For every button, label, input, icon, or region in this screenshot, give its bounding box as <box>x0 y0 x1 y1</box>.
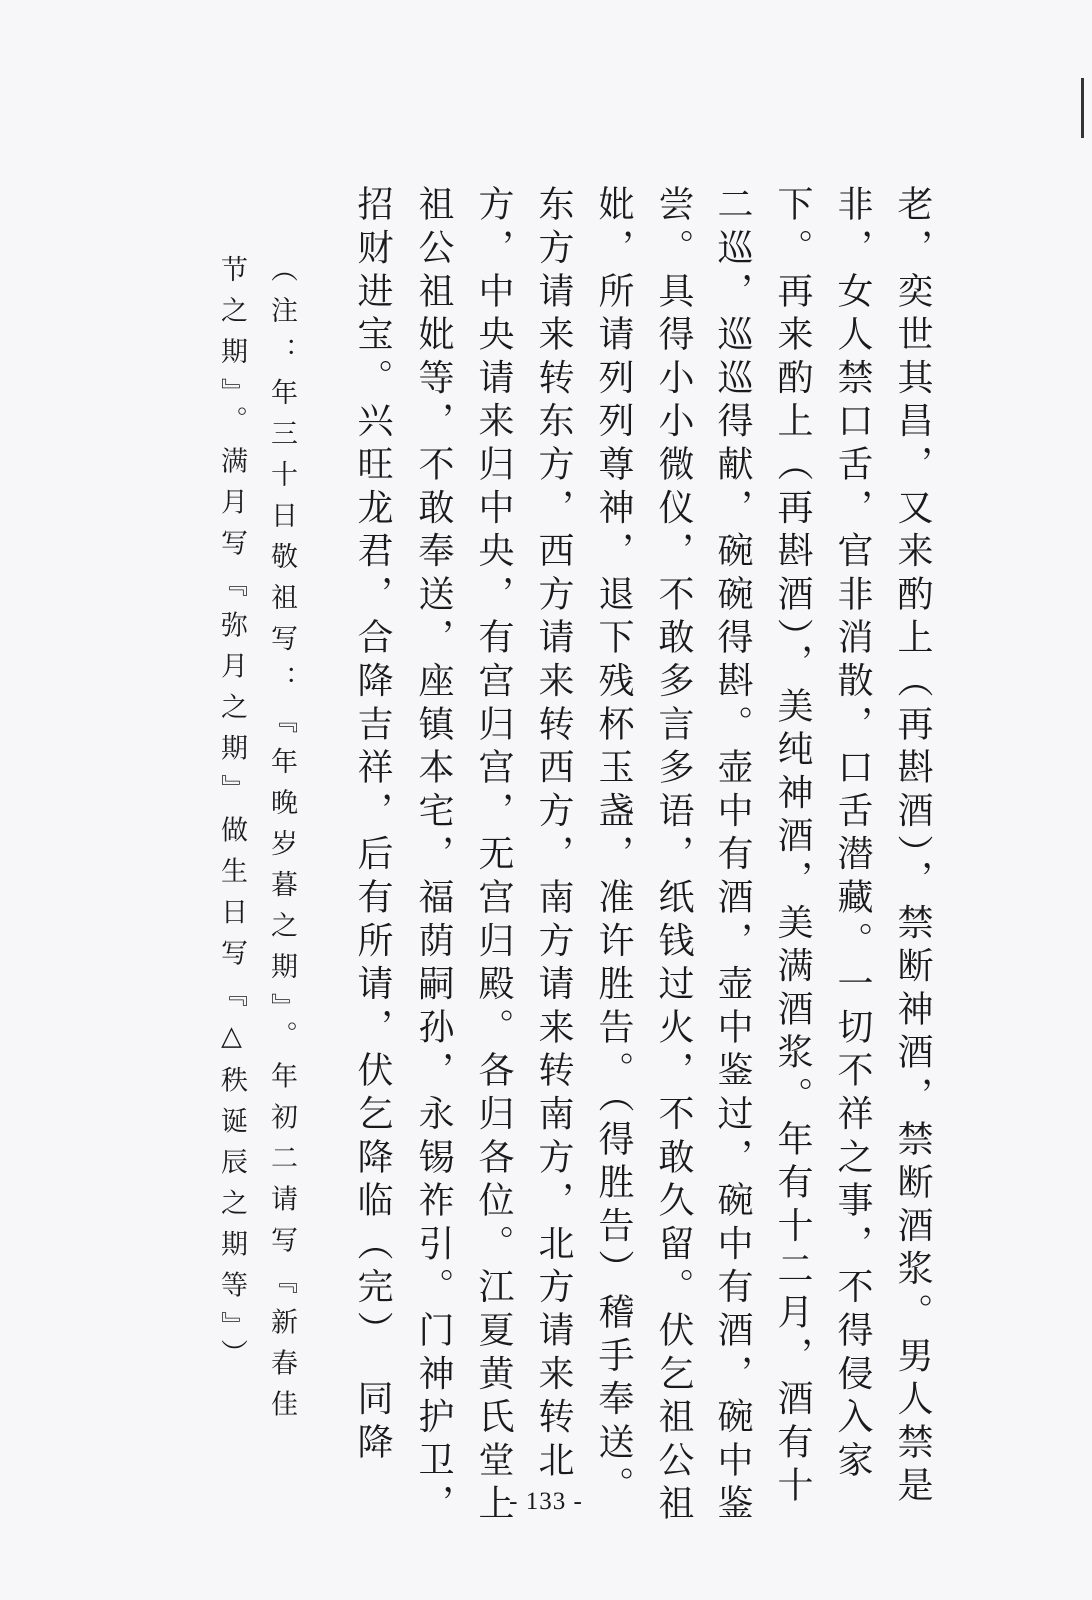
annotation-column-2: 节之期』。满月写『弥月之期』做生日写『△秩诞辰之期等』） <box>216 255 247 1380</box>
text-column-7: 东方请来转东方，西方请来转西方，南方请来转南方，北方请来转北 <box>533 185 574 1484</box>
text-column-3: 下。再来酌上（再斟酒），美纯神酒，美满酒浆。年有十二月，酒有十 <box>772 185 813 1510</box>
text-column-9: 祖公祖妣等，不敢奉送，座镇本宅，福荫嗣孙，永锡祚引。门神护卫， <box>413 185 454 1528</box>
annotation-column-1: （注：年三十日敬祖写：『年晚岁暮之期』。年初二请写『新春佳 <box>266 255 297 1431</box>
text-column-1: 老，奕世其昌，又来酌上（再斟酒），禁断神酒，禁断酒浆。男人禁是 <box>892 185 933 1510</box>
text-column-4: 二巡，巡巡得献，碗碗得斟。壶中有酒，壶中鉴过，碗中有酒，碗中鉴 <box>712 185 753 1528</box>
text-column-8: 方，中央请来归中央，有宫归宫，无宫归殿。各归各位。江夏黄氏堂上 <box>473 185 514 1528</box>
text-column-10: 招财进宝。兴旺龙君，合降吉祥，后有所请，伏乞降临（完） 同降 <box>352 185 393 1466</box>
text-column-6: 妣，所请列列尊神，退下残杯玉盏，准许胜告。（得胜告）稽手奉送。 <box>593 185 634 1510</box>
scan-edge-mark <box>1081 78 1084 138</box>
text-column-5: 尝。具得小小微仪，不敢多言多语，纸钱过火，不敢久留。伏乞祖公祖 <box>653 185 694 1528</box>
page-number: - 133 - <box>509 1488 583 1515</box>
text-column-2: 非，女人禁口舌，官非消散，口舌潜藏。一切不祥之事，不得侵入家 <box>832 185 873 1484</box>
